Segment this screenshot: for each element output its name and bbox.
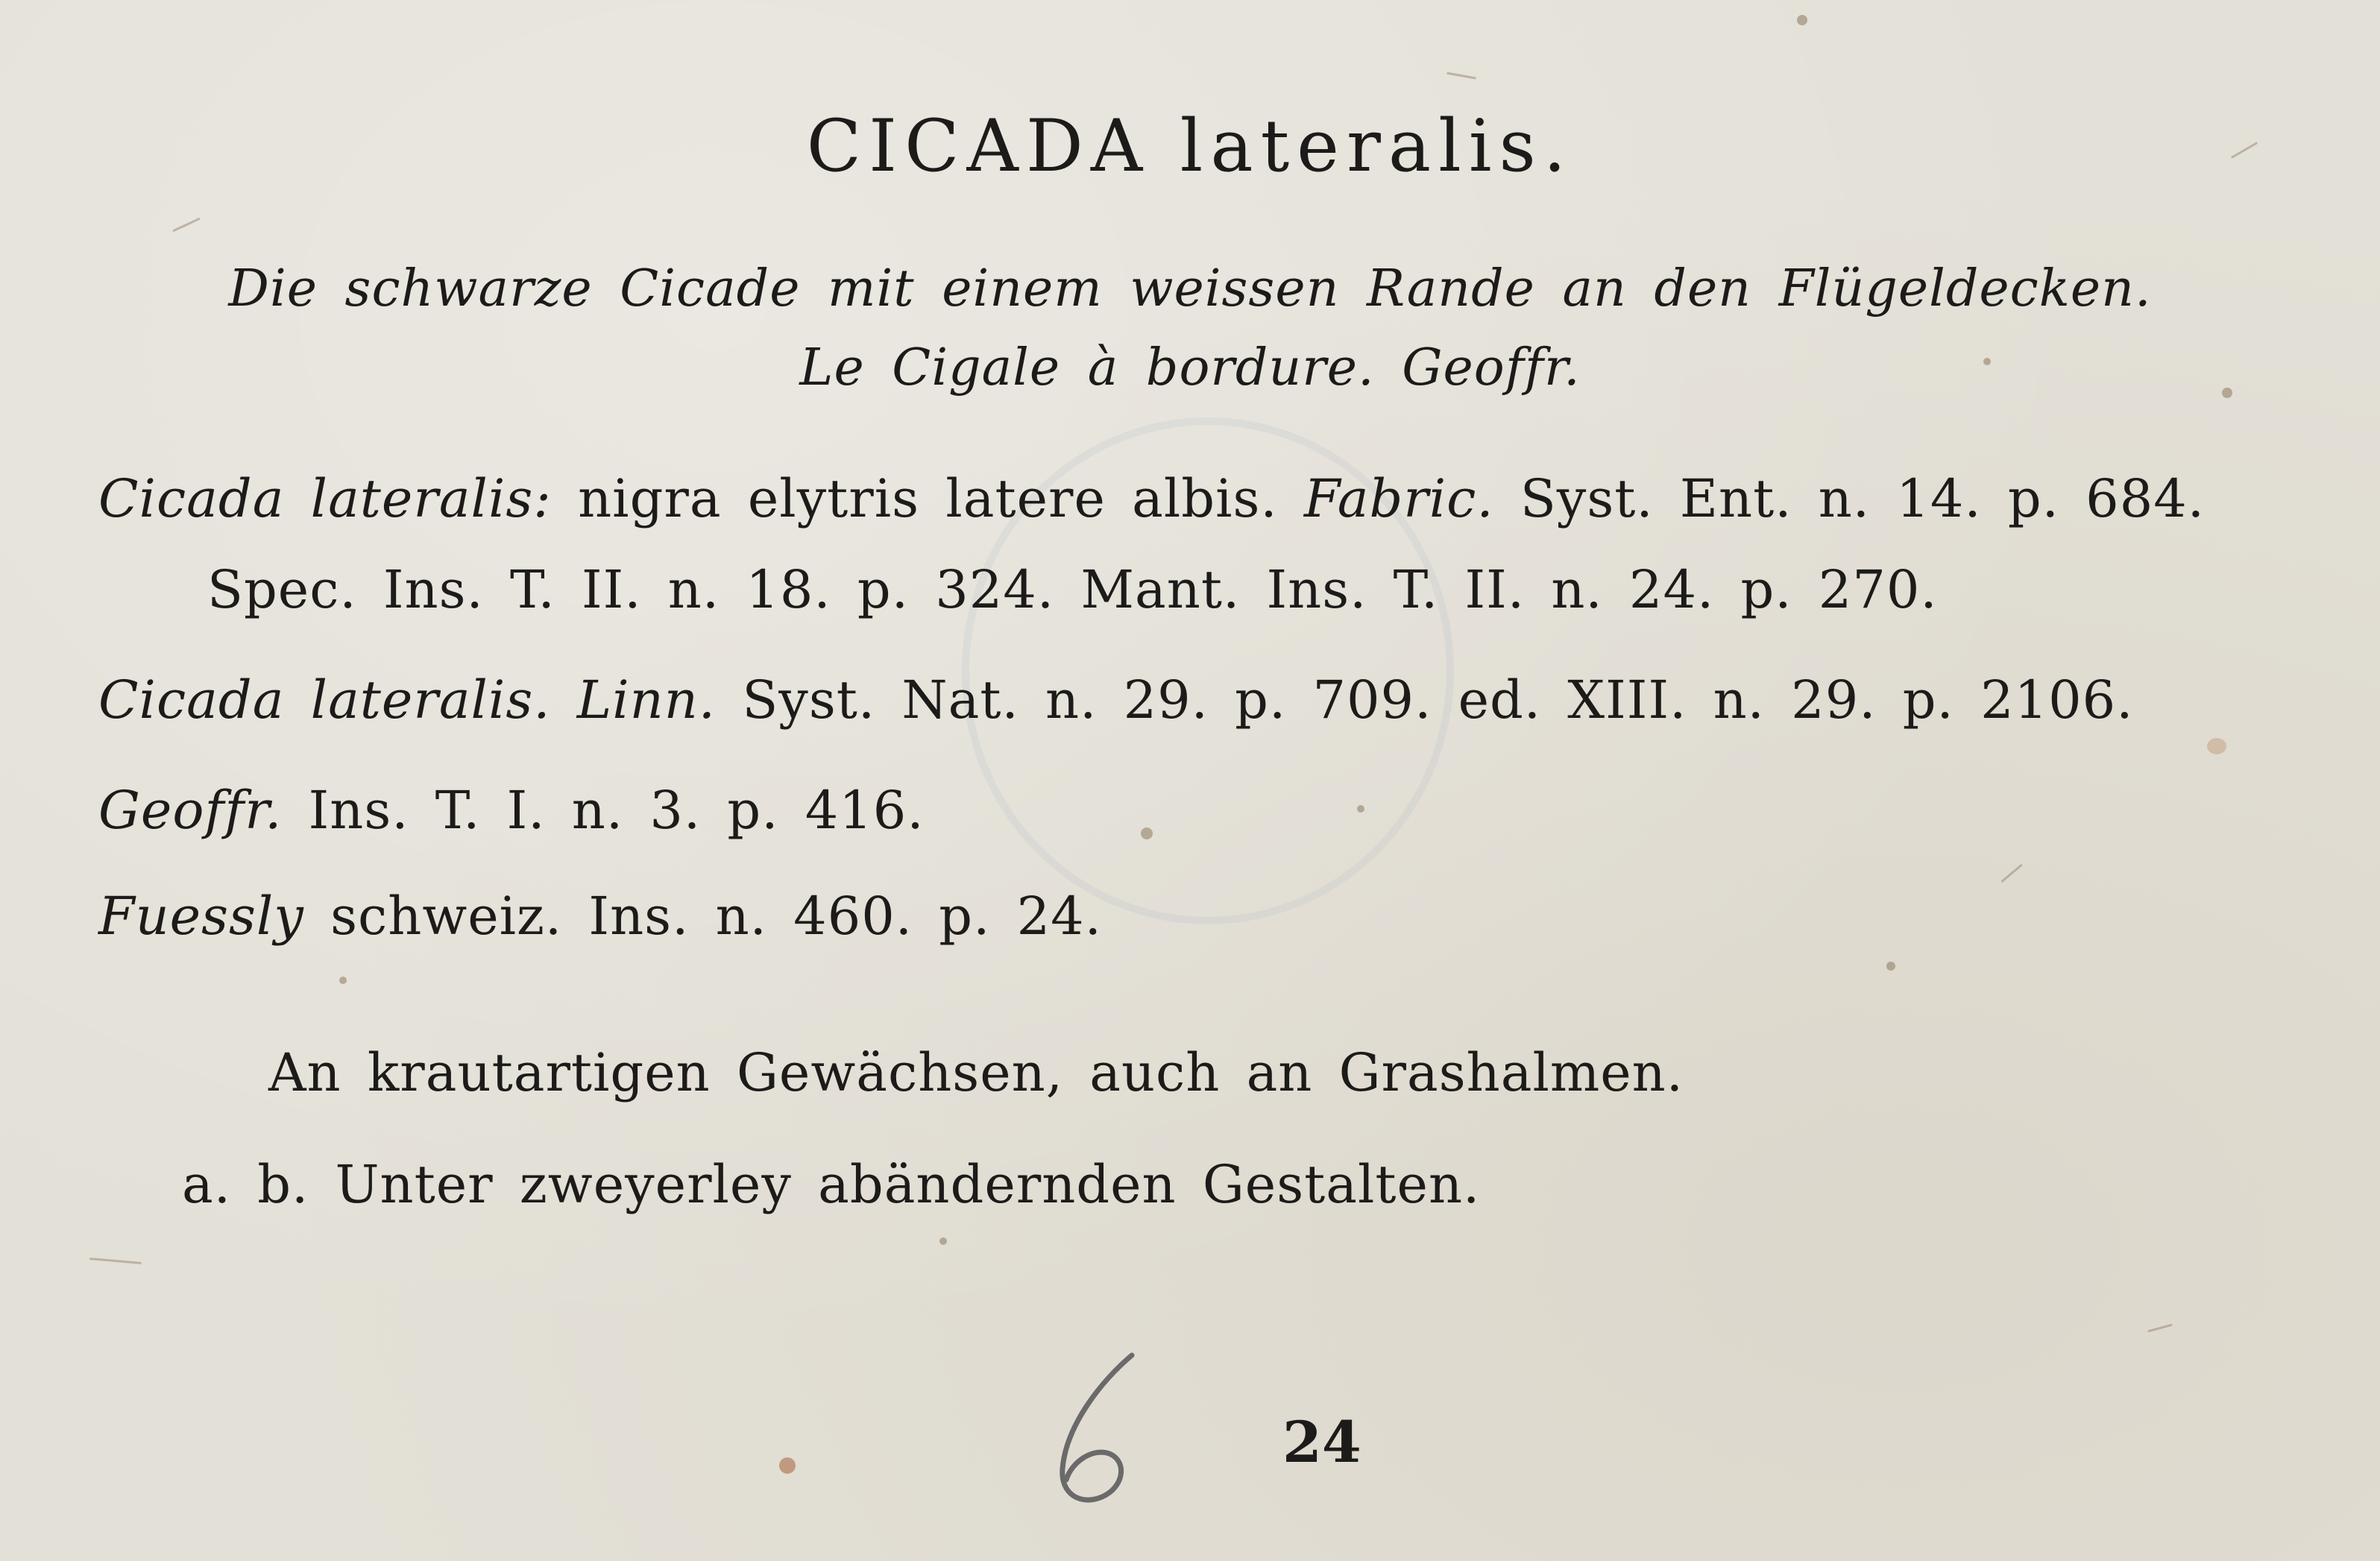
paper-fleck [939,1237,947,1245]
page-title: CICADA lateralis. [806,104,1574,188]
paper-fleck [1797,15,1807,25]
reference-text [551,669,577,731]
reference-name: Fuessly [98,886,304,947]
reference-name: Cicada lateralis. [98,669,551,731]
paper-fleck [339,977,347,984]
variants-note: a. b. Unter zweyerley abändernden Gestalten. [182,1154,1481,1215]
reference-text: schweiz. Ins. n. 460. p. 24. [303,886,1102,947]
paper-fleck [1141,827,1153,839]
paper-fiber [2000,864,2023,883]
habitat-note: An krautartigen Gewächsen, auch an Grashalmen. [268,1042,1684,1103]
handwritten-pencil-number [1044,1342,1156,1513]
subtitle-french: Le Cigale à bordure. Geoffr. [799,338,1581,397]
paper-fiber [1446,72,1476,80]
paper-fiber [172,218,201,233]
paper-fleck [779,1457,796,1474]
page-number: 24 [1282,1409,1361,1475]
reference-source-text: Syst. Ent. n. 14. p. 684. [1493,468,2206,529]
subtitle-german: Die schwarze Cicade mit einem weissen Rande an den Flügeldecken. [228,259,2152,318]
paper-fleck [1357,805,1364,813]
reference-fabricius [98,468,2205,529]
paper-fiber [89,1258,142,1264]
paper-fiber [2147,1324,2173,1333]
reference-text: Ins. T. I. n. 3. p. 416. [282,780,925,841]
reference-name: Geoffr. [98,780,283,841]
reference-linnaeus [98,669,2133,731]
reference-source-author: Linn. [576,669,717,731]
paper-fleck [2207,738,2226,754]
paper-fleck [1886,962,1895,971]
reference-geoffroy [98,780,925,841]
reference-fabricius-continuation: Spec. Ins. T. II. n. 18. p. 324. Mant. Ins. T. II. n. 24. p. 270. [207,559,1938,620]
reference-source-text: Syst. Nat. n. 29. p. 709. ed. XIII. n. 29. p. 2106. [716,669,2134,731]
reference-source-author: Fabric. [1303,468,1494,529]
reference-fuessly [98,886,1102,947]
reference-name: Cicada lateralis: [98,468,552,529]
reference-text: nigra elytris latere albis. [551,468,1304,529]
